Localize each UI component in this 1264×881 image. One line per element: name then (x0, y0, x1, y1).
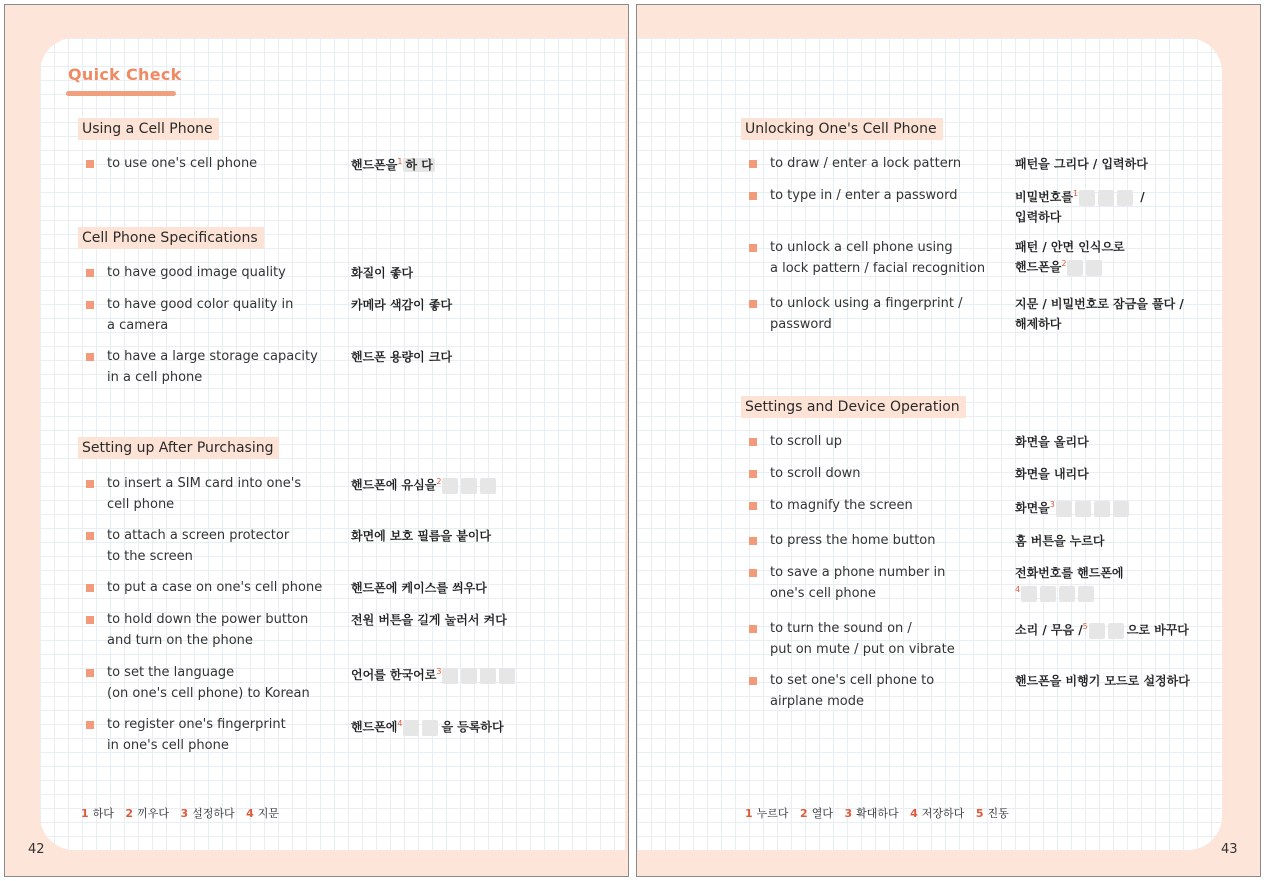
footnote-word: 진동 (987, 807, 1009, 820)
blank-box (461, 478, 477, 494)
bullet (749, 502, 757, 510)
blank-box (1117, 190, 1133, 206)
blank-box (1075, 501, 1091, 517)
entry-english: to press the home button (770, 533, 936, 548)
entry-english: to have good image quality (107, 265, 286, 280)
entry-korean: 화면을 올리다 (1015, 435, 1089, 449)
entry-english: to magnify the screen (770, 498, 913, 513)
blank-box (442, 478, 458, 494)
quick-check-underline (66, 91, 176, 96)
blank-box (480, 668, 496, 684)
blank-box (1086, 260, 1102, 276)
blank-box (1113, 501, 1129, 517)
bullet (86, 269, 94, 277)
footnote-number: 5 (1082, 622, 1088, 631)
bullet (86, 669, 94, 677)
bullet (86, 353, 94, 361)
footnote-word: 하다 (92, 807, 114, 820)
blank-box (422, 720, 438, 736)
bullet (749, 569, 757, 577)
page-number: 43 (1221, 842, 1238, 857)
entry-korean: 화면을$^3$ (1015, 498, 1132, 518)
section-title: Unlocking One's Cell Phone (741, 118, 943, 140)
footnote-number: 3 (436, 667, 442, 676)
footnote-number: 1 (745, 807, 753, 820)
entry-english: to turn the sound on / put on mute / put on vibrate (770, 621, 955, 657)
entry-english: to draw / enter a lock pattern (770, 156, 962, 171)
footnote-number: 4 (910, 807, 918, 820)
section-title: Using a Cell Phone (78, 118, 219, 140)
footnote-number: 1 (81, 807, 89, 820)
entry-korean: 화질이 좋다 (351, 266, 414, 280)
entry-english: to unlock a cell phone using a lock pattern / facial recognition (770, 240, 986, 276)
entry-korean: 소리 / 무음 /$^5$ 으로 바꾸다 (1015, 622, 1189, 637)
entry-korean: 핸드폰에 유심을$^2$ (351, 475, 499, 495)
footnote-word: 끼우다 (137, 807, 169, 820)
page-number: 42 (28, 842, 45, 857)
bullet (749, 470, 757, 478)
blank-box (1040, 586, 1056, 602)
entry-korean: 지문 / 비밀번호로 잠금을 풀다 / 해제하다 (1015, 297, 1184, 331)
entry-english: to register one's fingerprint in one's cell phone (107, 717, 286, 753)
entry-english: to hold down the power button and turn on the phone (107, 612, 309, 648)
left-page (4, 4, 629, 877)
blank-box (499, 668, 515, 684)
section-title: Settings and Device Operation (741, 396, 966, 418)
blank-box (1094, 501, 1110, 517)
blank-box (1067, 260, 1083, 276)
blank-box (1089, 623, 1105, 639)
blank-box (1098, 190, 1114, 206)
bullet (749, 677, 757, 685)
footnote-number: 3 (1049, 500, 1055, 509)
entry-korean: 비밀번호를$^1$ / 입력하다 (1015, 189, 1145, 224)
bullet (749, 192, 757, 200)
entry-korean: 언어를 한국어로$^3$ (351, 665, 518, 685)
bullet (749, 625, 757, 633)
footnote-number: 2 (125, 807, 134, 820)
entry-korean: 핸드폰을 비행기 모드로 설정하다 (1015, 674, 1190, 688)
footnote-number: 2 (436, 477, 442, 486)
bullet (749, 438, 757, 446)
entry-english: to unlock using a fingerprint / password (770, 296, 963, 332)
footnote-number: 4 (397, 719, 403, 728)
footnote-number: 1 (1072, 189, 1079, 198)
footnote-number: 4 (246, 807, 254, 820)
footnote-number: 2 (1061, 259, 1067, 268)
section-title: Cell Phone Specifications (78, 227, 264, 249)
left-grid-panel (40, 38, 625, 850)
entry-english: to insert a SIM card into one's cell phone (107, 476, 302, 512)
blank-box (1079, 190, 1095, 206)
bullet (86, 480, 94, 488)
bullet (86, 532, 94, 540)
quick-check-title: Quick Check (68, 65, 182, 84)
footnote-number: 1 (397, 157, 403, 166)
footnote-word: 지문 (257, 807, 280, 820)
footnotes (745, 805, 1017, 821)
bullet (749, 244, 757, 252)
bullet (749, 160, 757, 168)
entry-korean: 핸드폰에$^4$ 을 등록하다 (351, 719, 504, 734)
bullet (86, 301, 94, 309)
blank-box (1108, 623, 1124, 639)
entry-korean: 핸드폰에 케이스를 씌우다 (351, 581, 487, 595)
footnote-number: 3 (180, 807, 189, 820)
right-page (636, 4, 1261, 877)
footnote-word: 설정하다 (192, 807, 235, 820)
entry-korean: 화면을 내리다 (1015, 467, 1089, 481)
entry-english: to type in / enter a password (770, 188, 958, 203)
entry-english: to set one's cell phone to airplane mode (770, 673, 935, 709)
footnote-number: 2 (800, 807, 808, 820)
right-grid-panel (637, 38, 1222, 850)
bullet (86, 160, 94, 168)
blank-box (480, 478, 496, 494)
blank-box (461, 668, 477, 684)
bullet (86, 616, 94, 624)
entry-english: to put a case on one's cell phone (107, 580, 323, 595)
entry-korean: 패턴 / 안면 인식으로 핸드폰을$^2$ (1015, 240, 1125, 274)
entry-english: to have good color quality in a camera (107, 297, 294, 333)
entry-english: to use one's cell phone (107, 156, 258, 171)
entry-korean: 핸드폰을$^1$ 하 다 (351, 157, 433, 172)
entry-english: to save a phone number in one's cell phone (770, 565, 946, 601)
entry-english: to have a large storage capacity in a cell phone (107, 349, 318, 385)
entry-korean: 패턴을 그리다 / 입력하다 (1015, 157, 1148, 171)
answer-highlight: 하 다 (405, 158, 433, 172)
bullet (86, 584, 94, 592)
bullet (86, 721, 94, 729)
entry-korean: 핸드폰 용량이 크다 (351, 350, 453, 364)
footnote-number: 3 (844, 807, 853, 820)
blank-box (442, 668, 458, 684)
entry-korean: 홈 버튼을 누르다 (1015, 534, 1105, 548)
footnote-number: 5 (975, 807, 984, 820)
entry-korean: 전원 버튼을 길게 눌러서 켜다 (351, 613, 507, 627)
bullet (749, 300, 757, 308)
entry-korean: 카메라 색감이 좋다 (351, 298, 453, 312)
blank-box (403, 720, 419, 736)
bullet (749, 537, 757, 545)
entry-korean: 화면에 보호 필름을 붙이다 (351, 529, 492, 543)
entry-english: to attach a screen protector to the screen (107, 528, 290, 564)
entry-korean: 전화번호를 핸드폰에 $^4$ (1015, 563, 1124, 603)
footnote-word: 누르다 (756, 807, 789, 820)
blank-box (1078, 586, 1094, 602)
footnote-word: 열다 (811, 807, 833, 820)
entry-english: to set the language (on one's cell phone) to Korean (107, 665, 310, 701)
blank-box (1021, 586, 1037, 602)
blank-box (1059, 586, 1075, 602)
footnote-word: 저장하다 (921, 807, 965, 820)
footnote-number: 4 (1015, 585, 1021, 594)
entry-english: to scroll down (770, 466, 861, 481)
blank-box (1056, 501, 1072, 517)
section-title: Setting up After Purchasing (78, 437, 279, 459)
footnote-word: 확대하다 (856, 807, 899, 820)
footnotes (81, 805, 287, 821)
entry-english: to scroll up (770, 434, 842, 449)
